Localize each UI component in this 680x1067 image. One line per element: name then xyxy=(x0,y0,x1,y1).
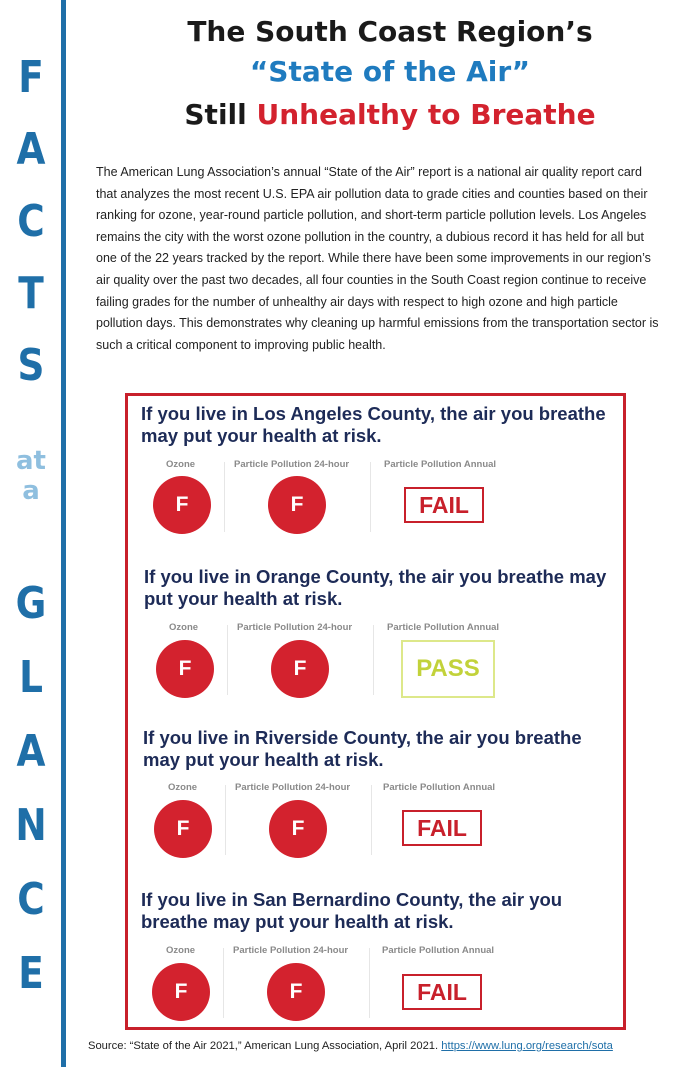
sidebar-letter: E xyxy=(18,948,44,999)
grade-circle-ozone: F xyxy=(156,640,214,698)
page-title-line-2: “State of the Air” xyxy=(249,55,531,88)
column-label-annual: Particle Pollution Annual xyxy=(383,782,496,793)
grade-circle-pm24: F xyxy=(271,640,329,698)
column-label-pm24: Particle Pollution 24-hour xyxy=(235,782,351,793)
grade-circle-ozone: F xyxy=(154,800,212,858)
column-label-ozone: Ozone xyxy=(169,622,199,633)
sidebar-divider xyxy=(61,0,66,1067)
county-heading: If you live in Orange County, the air you breathe may put your health at risk. xyxy=(144,566,607,609)
sidebar-word-at: at xyxy=(16,446,46,476)
grade-circle-pm24: F xyxy=(267,963,325,1021)
column-divider xyxy=(370,462,371,532)
column-divider xyxy=(373,625,374,695)
grade-badge-annual: PASS xyxy=(401,640,495,698)
intro-paragraph: The American Lung Association’s annual “State of the Air” report is a national air quality report card that analyzes the most recent U.S. EPA air pollution data to grade cities and counties based on their ranking for ozone, year-round particle pollution, and short-term particle pollution levels. Los Angeles remains the city with the worst ozone pollution in the country, a dubious record it has held for all but one of the 22 years tracked by the report. While there have been some improvements in our region’s air quality over the past two decades, all four counties in the South Coast region continue to receive failing grades for the number of unhealthy air days with respect to high ozone and high particle pollution days. This demonstrates why cleaning up harmful emissions from the transportation sector is such a critical component to improving public health. xyxy=(96,165,659,352)
county-heading: If you live in Los Angeles County, the air you breathe may put your health at risk. xyxy=(141,403,606,446)
column-label-pm24: Particle Pollution 24-hour xyxy=(237,622,353,633)
facts-at-a-glance-sidebar xyxy=(0,0,66,1067)
sidebar-letter: T xyxy=(18,268,44,319)
page-title-line-1: The South Coast Region’s xyxy=(187,15,593,48)
column-label-annual: Particle Pollution Annual xyxy=(387,622,500,633)
sidebar-letter: A xyxy=(16,726,46,777)
grade-badge-annual: FAIL xyxy=(402,974,482,1010)
column-label-ozone: Ozone xyxy=(166,459,196,470)
column-label-ozone: Ozone xyxy=(168,782,198,793)
sidebar-letter: F xyxy=(18,52,44,103)
column-label-annual: Particle Pollution Annual xyxy=(384,459,497,470)
sidebar-letter: A xyxy=(16,124,46,175)
column-divider xyxy=(227,625,228,695)
grade-circle-ozone: F xyxy=(153,476,211,534)
source-link[interactable]: https://www.lung.org/research/sota xyxy=(441,1040,613,1052)
column-divider xyxy=(369,948,370,1018)
sidebar-letter: L xyxy=(19,652,43,703)
county-heading: If you live in San Bernardino County, the air you breathe may put your health at risk. xyxy=(141,889,563,932)
sidebar-letter: C xyxy=(17,874,45,925)
column-label-ozone: Ozone xyxy=(166,945,196,956)
sidebar-word-a: a xyxy=(22,476,40,506)
grade-circle-ozone: F xyxy=(152,963,210,1021)
county-heading: If you live in Riverside County, the air you breathe may put your health at risk. xyxy=(143,727,582,770)
title-prefix: Still xyxy=(184,98,247,131)
column-divider xyxy=(223,948,224,1018)
column-divider xyxy=(371,785,372,855)
page-title-line-3 xyxy=(100,98,680,131)
column-label-pm24: Particle Pollution 24-hour xyxy=(233,945,349,956)
grade-badge-annual: FAIL xyxy=(404,487,484,523)
column-divider xyxy=(224,462,225,532)
source-citation xyxy=(88,1040,673,1052)
sidebar-letter: N xyxy=(15,800,47,851)
title-highlight: Unhealthy to Breathe xyxy=(256,98,596,131)
source-text: Source: “State of the Air 2021,” American Lung Association, April 2021. xyxy=(88,1040,439,1052)
column-label-annual: Particle Pollution Annual xyxy=(382,945,495,956)
sidebar-letter: G xyxy=(15,578,47,629)
grade-badge-annual: FAIL xyxy=(402,810,482,846)
sidebar-letter: C xyxy=(17,196,45,247)
column-divider xyxy=(225,785,226,855)
column-label-pm24: Particle Pollution 24-hour xyxy=(234,459,350,470)
grade-circle-pm24: F xyxy=(269,800,327,858)
grade-circle-pm24: F xyxy=(268,476,326,534)
sidebar-letter: S xyxy=(17,340,45,391)
